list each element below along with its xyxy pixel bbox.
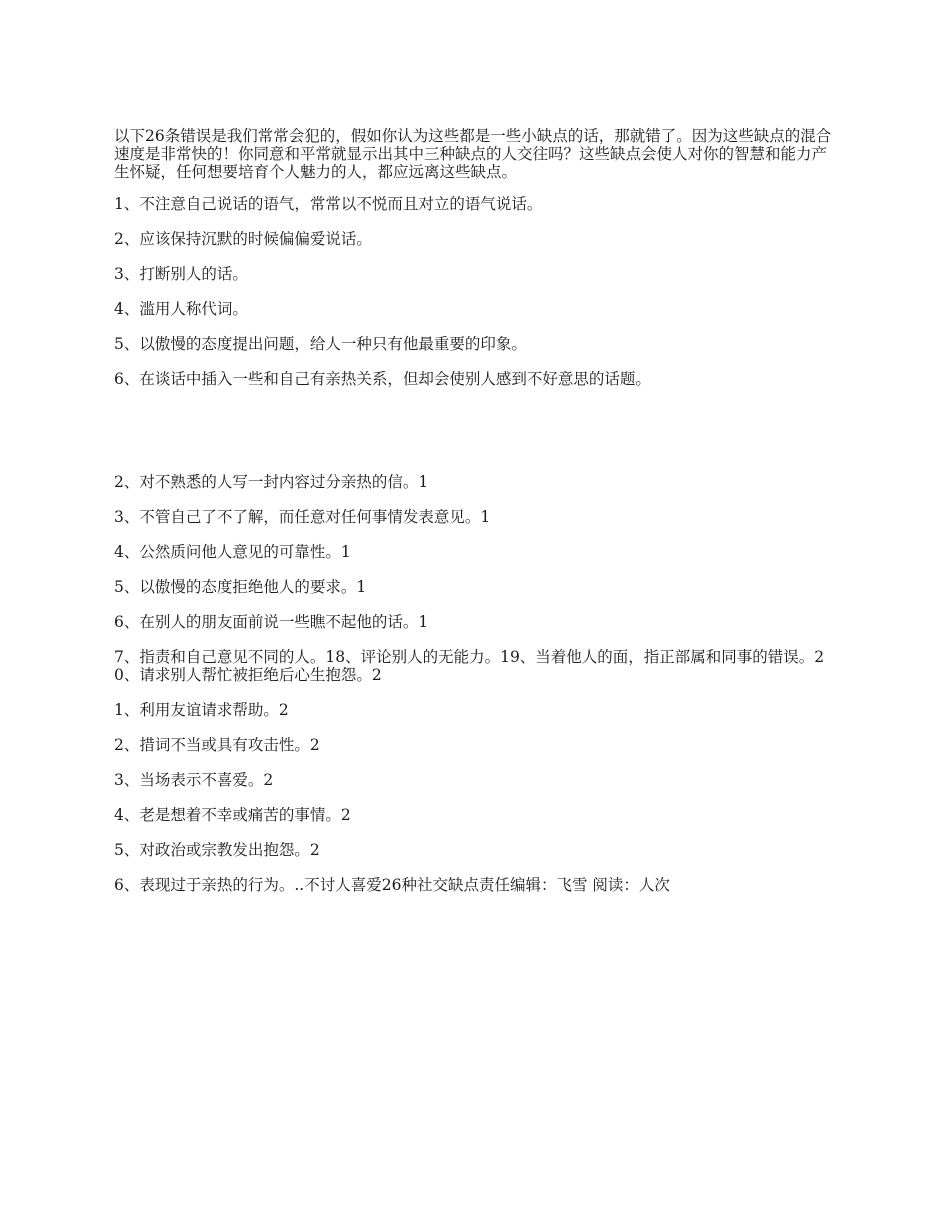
list-item: 2、措词不当或具有攻击性。2	[114, 736, 320, 754]
list-item: 4、公然质问他人意见的可靠性。1	[114, 543, 351, 561]
list-item: 6、在谈话中插入一些和自己有亲热关系，但却会使别人感到不好意思的话题。	[114, 370, 651, 388]
list-item: 1、不注意自己说话的语气，常常以不悦而且对立的语气说话。	[114, 195, 543, 213]
intro-paragraph: 以下26条错误是我们常常会犯的，假如你认为这些都是一些小缺点的话，那就错了。因为这些缺点的混合速度是非常快的！你同意和平常就显示出其中三种缺点的人交往吗？这些缺点会使人对你的智慧和能力产生怀疑，任何想要培育个人魅力的人，都应远离这些缺点。	[114, 127, 832, 181]
list-item: 6、在别人的朋友面前说一些瞧不起他的话。1	[114, 613, 429, 631]
list-item: 4、老是想着不幸或痛苦的事情。2	[114, 806, 351, 824]
list-item: 7、指责和自己意见不同的人。18、评论别人的无能力。19、当着他人的面，指正部属和同事的错误。20、请求别人帮忙被拒绝后心生抱怨。2	[114, 648, 825, 684]
list-item: 3、当场表示不喜爱。2	[114, 771, 274, 789]
section-spacer	[114, 405, 838, 473]
list-item: 4、滥用人称代词。	[114, 300, 248, 318]
list-item: 5、以傲慢的态度提出问题，给人一种只有他最重要的印象。	[114, 335, 527, 353]
list-item: 5、对政治或宗教发出抱怨。2	[114, 841, 320, 859]
list-item: 2、对不熟悉的人写一封内容过分亲热的信。1	[114, 473, 429, 491]
list-item: 2、应该保持沉默的时候偏偏爱说话。	[114, 230, 372, 248]
document-body	[114, 127, 838, 911]
list-item: 6、表现过于亲热的行为。..不讨人喜爱26种社交缺点责任编辑：飞雪 阅读：人次	[114, 876, 670, 894]
list-item: 1、利用友谊请求帮助。2	[114, 701, 289, 719]
list-item: 3、不管自己了不了解，而任意对任何事情发表意见。1	[114, 508, 491, 526]
list-item: 5、以傲慢的态度拒绝他人的要求。1	[114, 578, 367, 596]
list-item: 3、打断别人的话。	[114, 265, 248, 283]
